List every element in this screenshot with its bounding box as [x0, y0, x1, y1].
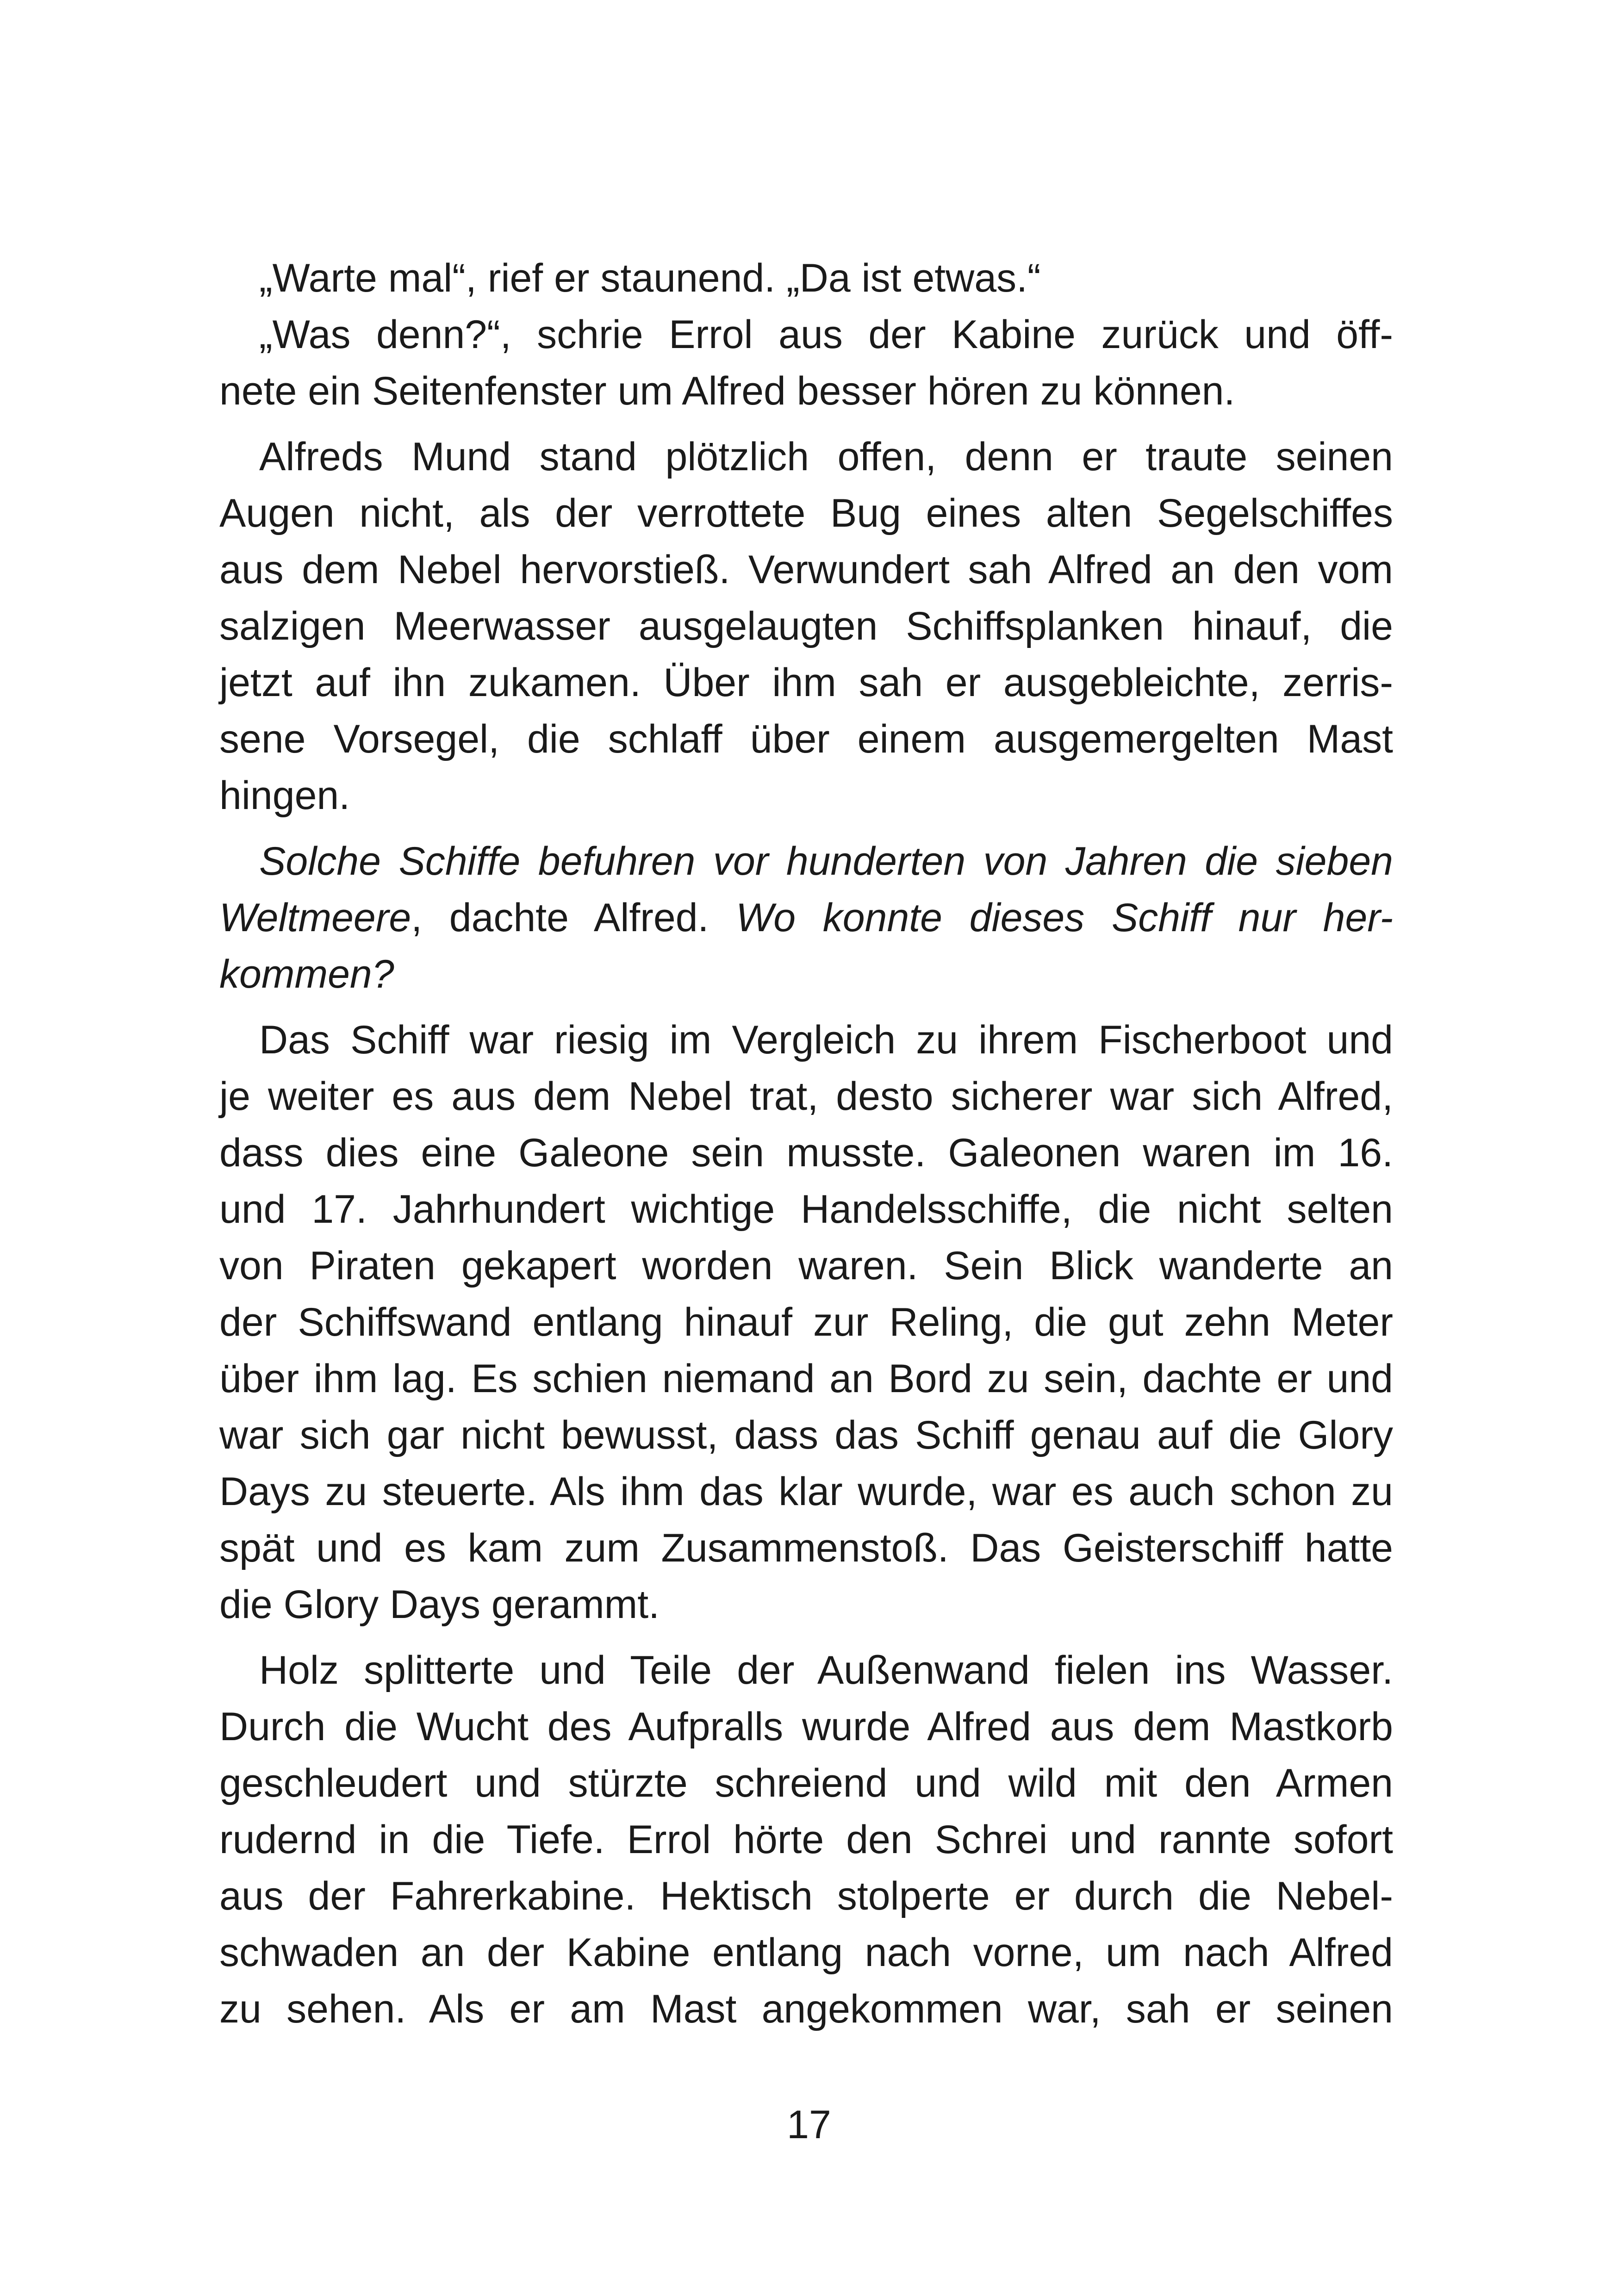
text-line [219, 1924, 1393, 1981]
text-line [219, 1294, 1393, 1350]
text-segment-italic: Wo konnte dieses Schiff nur her- [736, 896, 1393, 940]
text-line [219, 1238, 1393, 1294]
text-segment: über ihm lag. Es schien niemand an Bord zu sein, dachte er und [219, 1356, 1393, 1401]
text-line [219, 1350, 1393, 1407]
text-line [219, 1463, 1393, 1520]
text-line [219, 1699, 1393, 1755]
text-segment-italic: kommen? [219, 952, 394, 996]
text-line [219, 1576, 1393, 1633]
text-segment: der Schiffswand entlang hinauf zur Reling, die gut zehn Meter [219, 1300, 1393, 1344]
text-segment: nete ein Seitenfenster um Alfred besser hören zu können. [219, 369, 1235, 413]
text-segment: jetzt auf ihn zukamen. Über ihm sah er ausgebleichte, zerris- [219, 660, 1393, 705]
text-segment: die Glory Days gerammt. [219, 1582, 660, 1627]
text-line [219, 1125, 1393, 1181]
text-line [219, 250, 1393, 306]
text-line [219, 1811, 1393, 1868]
text-line [219, 833, 1393, 890]
text-segment: von Piraten gekapert worden waren. Sein Blick wanderte an [219, 1244, 1393, 1288]
text-segment: aus der Fahrerkabine. Hektisch stolperte er durch die Nebel- [219, 1874, 1393, 1918]
text-line [219, 767, 1393, 824]
text-line [219, 485, 1393, 541]
text-segment: spät und es kam zum Zusammenstoß. Das Geisterschiff hatte [219, 1526, 1393, 1570]
text-line [219, 1068, 1393, 1125]
text-segment-italic: Weltmeere [219, 896, 411, 940]
text-segment: hingen. [219, 773, 350, 818]
text-line [219, 1642, 1393, 1699]
text-line [219, 890, 1393, 946]
text-segment: Durch die Wucht des Aufpralls wurde Alfred aus dem Mastkorb [219, 1705, 1393, 1749]
text-segment: Augen nicht, als der verrottete Bug eines alten Segelschiffes [219, 491, 1393, 535]
text-segment: salzigen Meerwasser ausgelaugten Schiffsplanken hinauf, die [219, 604, 1393, 648]
text-segment: Days zu steuerte. Als ihm das klar wurde, war es auch schon zu [219, 1469, 1393, 1514]
text-segment: rudernd in die Tiefe. Errol hörte den Schrei und rannte sofort [219, 1817, 1393, 1862]
text-line [219, 1012, 1393, 1068]
text-line [219, 1407, 1393, 1463]
text-line [219, 363, 1393, 419]
body-text [219, 250, 1393, 2037]
text-segment: zu sehen. Als er am Mast angekommen war, sah er seinen [219, 1987, 1393, 2031]
text-segment: und 17. Jahrhundert wichtige Handelsschiffe, die nicht selten [219, 1187, 1393, 1232]
text-line [219, 429, 1393, 485]
text-line [219, 946, 1393, 1002]
text-segment: „Warte mal“, rief er staunend. „Da ist etwas.“ [259, 256, 1041, 300]
text-line [219, 541, 1393, 598]
text-line [219, 1981, 1393, 2037]
page-number: 17 [787, 2103, 831, 2147]
text-line [219, 1520, 1393, 1576]
text-segment: dass dies eine Galeone sein musste. Galeonen waren im 16. [219, 1131, 1393, 1175]
text-segment-italic: Solche Schiffe befuhren vor hunderten von Jahren die sieben [259, 839, 1393, 884]
text-line [219, 1868, 1393, 1924]
text-segment: Holz splitterte und Teile der Außenwand fielen ins Wasser. [259, 1648, 1393, 1692]
text-segment: Das Schiff war riesig im Vergleich zu ihrem Fischerboot und [259, 1018, 1393, 1062]
text-line [219, 306, 1393, 363]
text-segment: je weiter es aus dem Nebel trat, desto sicherer war sich Alfred, [219, 1074, 1393, 1119]
text-line [219, 654, 1393, 711]
text-segment: war sich gar nicht bewusst, dass das Schiff genau auf die Glory [219, 1413, 1393, 1457]
text-line [219, 711, 1393, 767]
text-segment: geschleudert und stürzte schreiend und wild mit den Armen [219, 1761, 1393, 1805]
text-segment: „Was denn?“, schrie Errol aus der Kabine zurück und öff- [259, 312, 1393, 357]
text-line [219, 1755, 1393, 1811]
text-line [219, 1181, 1393, 1238]
text-segment: schwaden an der Kabine entlang nach vorne, um nach Alfred [219, 1930, 1393, 1975]
text-segment: aus dem Nebel hervorstieß. Verwundert sah Alfred an den vom [219, 548, 1393, 592]
text-segment: Alfreds Mund stand plötzlich offen, denn er traute seinen [259, 435, 1393, 479]
text-segment: , dachte Alfred. [411, 896, 736, 940]
text-line [219, 598, 1393, 654]
text-segment: sene Vorsegel, die schlaff über einem ausgemergelten Mast [219, 717, 1393, 761]
